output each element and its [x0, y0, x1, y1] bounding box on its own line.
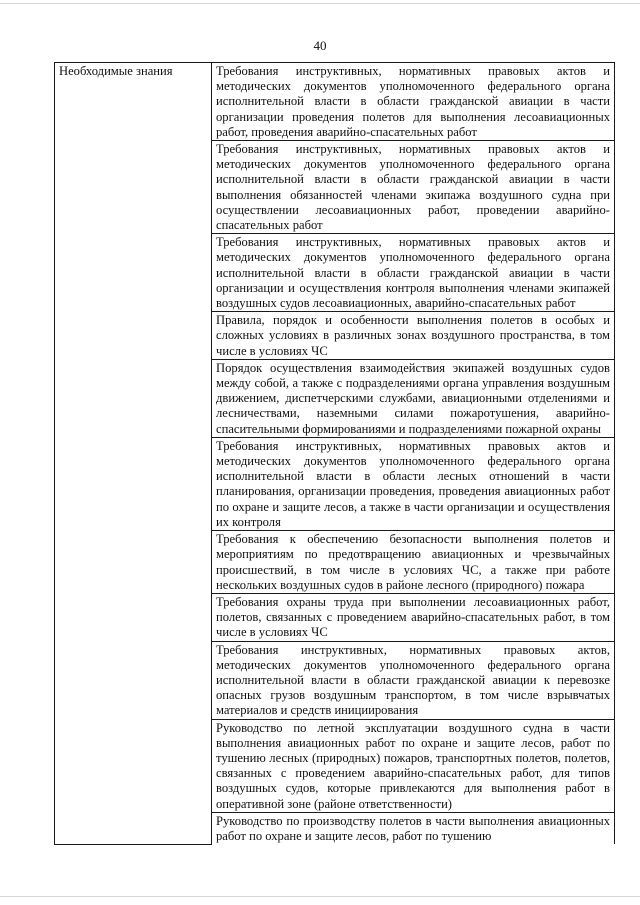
requirement-cell-6: Требования инструктивных, нормативных правовых актов и методических документов уполномоченного федерального органа исполнительной власти в области лесных отношений в части планирования, организации проведения, проведения авиационных работ по охране и защите лесов, а также в части организации и осуществления их контроля	[212, 437, 615, 530]
requirement-cell-7: Требования к обеспечению безопасности выполнения полетов и мероприятиям по предотвращению авиационных и чрезвычайных происшествий, в том числе в условиях ЧС, а также при работе нескольких воздушных судов в районе лесного (природного) пожара	[212, 531, 615, 594]
row-header-label: Необходимые знания	[59, 64, 173, 78]
table-row	[55, 63, 615, 141]
requirement-cell-4: Правила, порядок и особенности выполнения полетов в особых и сложных условиях в различных зонах воздушного пространства, в том числе в условиях ЧС	[212, 312, 615, 360]
requirement-cell-9: Требования инструктивных, нормативных правовых актов, методических документов уполномоченного федерального органа исполнительной власти в области гражданской авиации к перевозке опасных грузов воздушным транспортом, в том числе взрывчатых материалов и средств инициирования	[212, 641, 615, 719]
requirement-cell-5: Порядок осуществления взаимодействия экипажей воздушных судов между собой, а также с подразделениями органа управления воздушным движением, диспетчерскими службами, авиационными отделениями и лесничествами, наземными силами пожаротушения, аварийно-спасительными формированиями и подразделениями пожарной охраны	[212, 359, 615, 437]
scan-top-edge	[0, 3, 640, 4]
row-header-cell	[55, 63, 212, 845]
requirement-cell-10: Руководство по летной эксплуатации воздушного судна в части выполнения авиационных работ по охране и защите лесов, работ по тушению лесных (природных) пожаров, транспортных полетов, полетов, связанных с проведением аварийно-спасательных работ, для типов воздушных судов, которые привлекаются для выполнения работ в оперативной зоне (районе ответственности)	[212, 719, 615, 812]
requirement-cell-11: Руководство по производству полетов в части выполнения авиационных работ по охране и защите лесов, работ по тушению	[212, 812, 615, 844]
requirement-cell-3: Требования инструктивных, нормативных правовых актов и методических документов уполномоченного федерального органа исполнительной власти в области гражданской авиации в части организации и осуществления контроля выполнения членами экипажей воздушных судов лесоавиационных, аварийно-спасательных работ	[212, 234, 615, 312]
requirement-cell-2: Требования инструктивных, нормативных правовых актов и методических документов уполномоченного федерального органа исполнительной власти в области гражданской авиации в части выполнения обязанностей членами экипажа воздушного судна при осуществлении лесоавиационных работ, проведении аварийно-спасательных работ	[212, 141, 615, 234]
requirement-cell-8: Требования охраны труда при выполнении лесоавиационных работ, полетов, связанных с проведением аварийно-спасательных работ, в том числе в условиях ЧС	[212, 593, 615, 641]
requirements-table	[54, 62, 615, 845]
page-number: 40	[313, 38, 327, 53]
requirement-cell-1: Требования инструктивных, нормативных правовых актов и методических документов уполномоченного федерального органа исполнительной власти в области гражданской авиации в части организации проведения полетов для выполнения лесоавиационных работ, проведения аварийно-спасательных работ	[212, 63, 615, 141]
scan-bottom-edge	[0, 896, 640, 897]
